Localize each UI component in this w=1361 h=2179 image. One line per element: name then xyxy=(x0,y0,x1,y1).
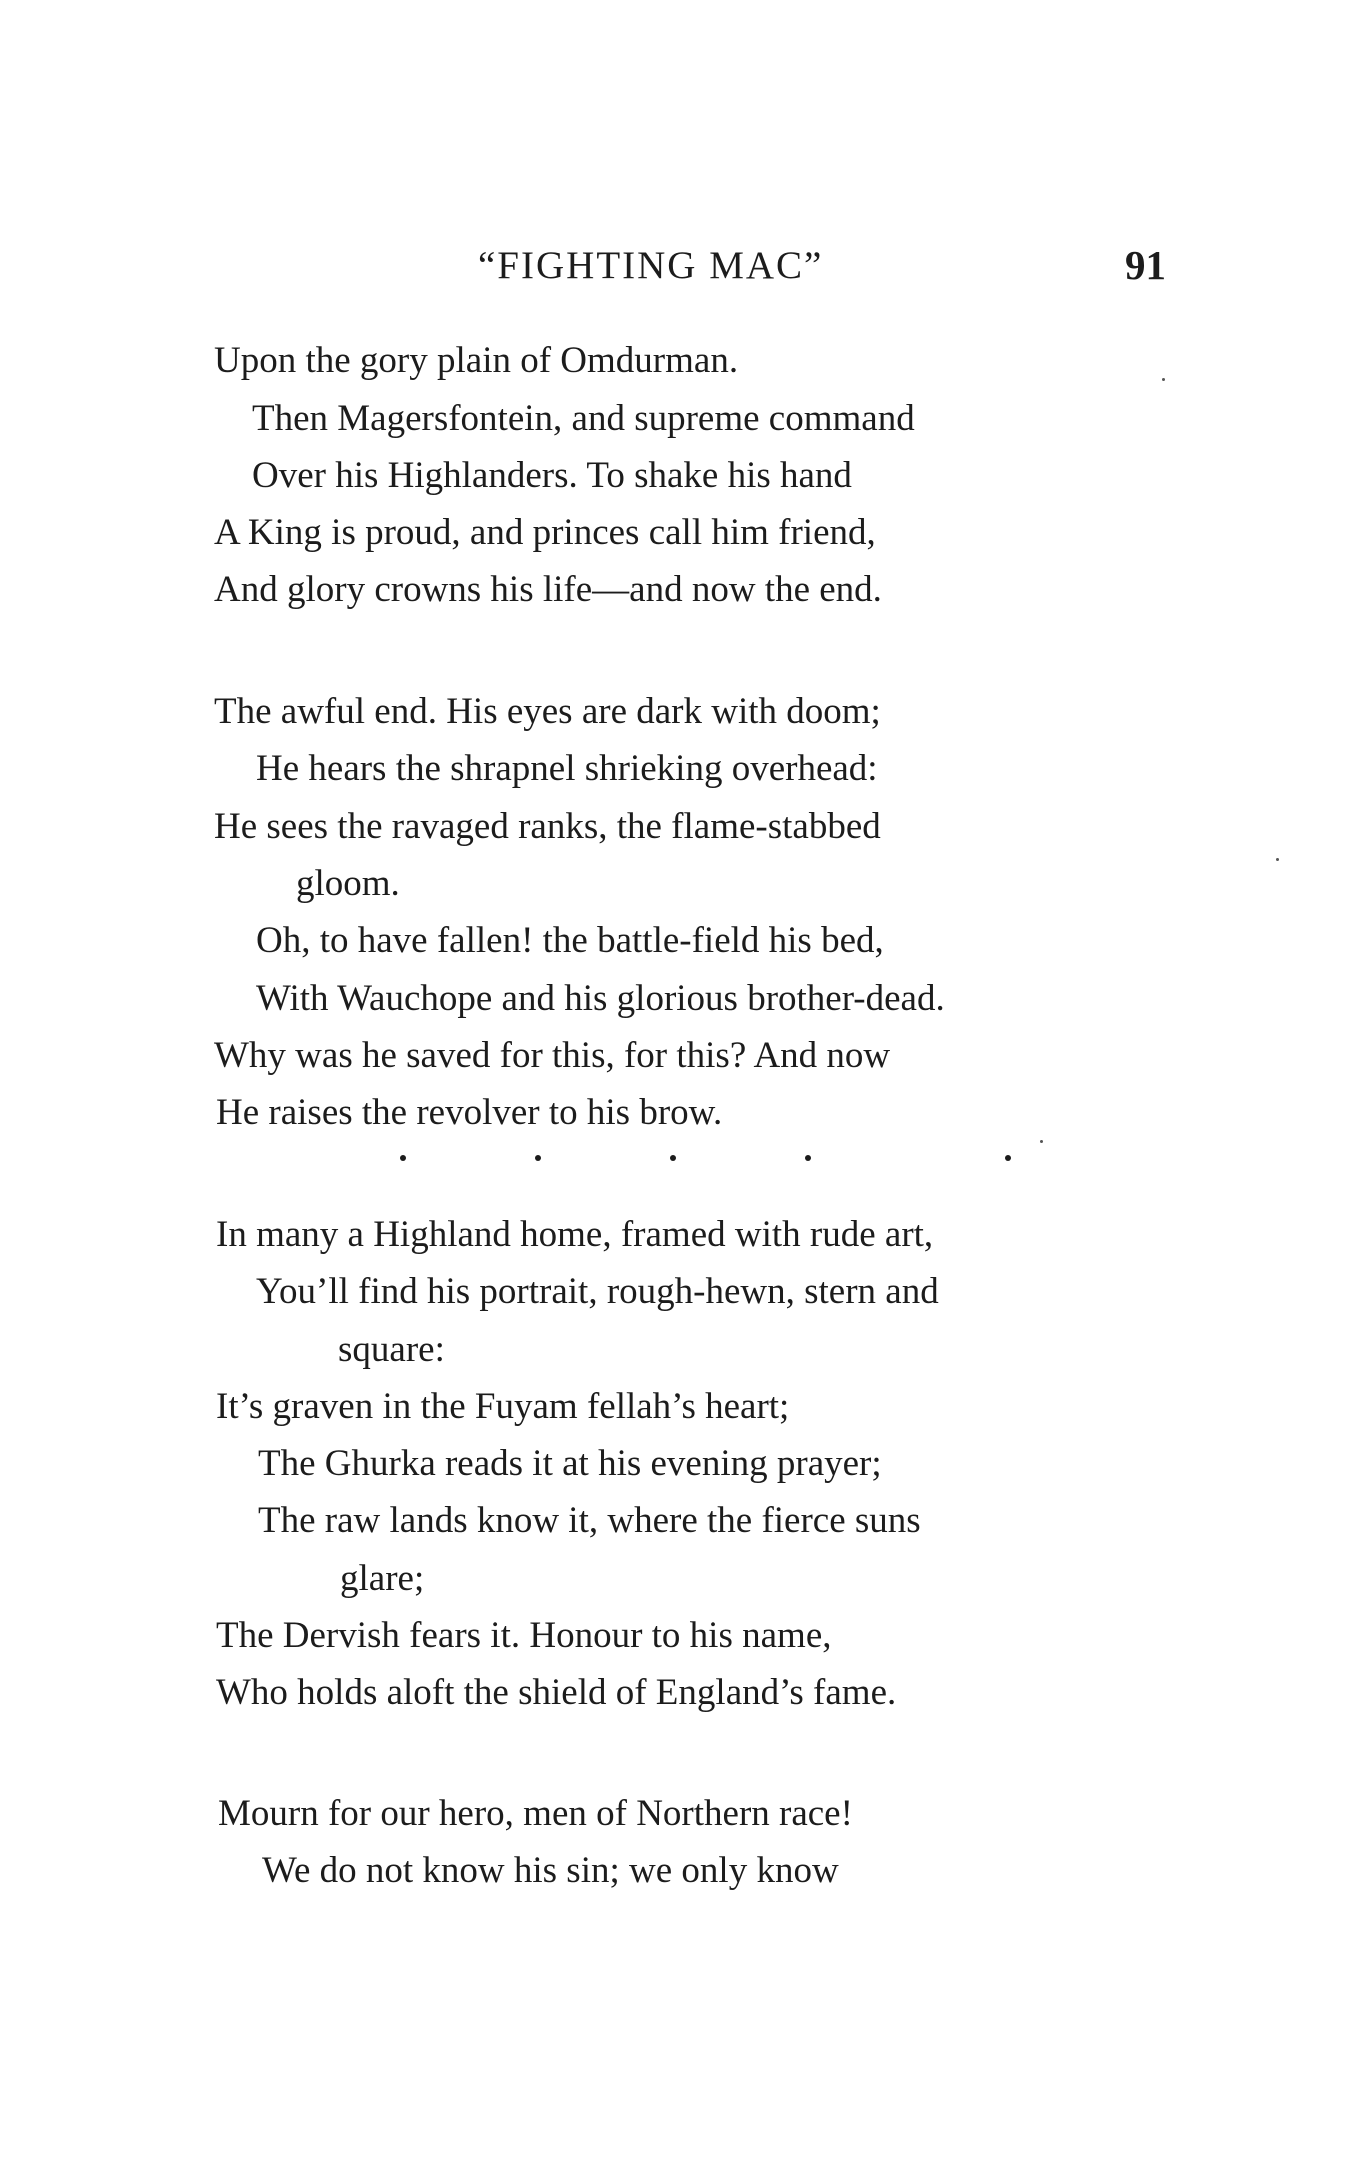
verse-line: The awful end. His eyes are dark with doom; xyxy=(214,691,881,732)
verse-line: Who holds aloft the shield of England’s fame. xyxy=(216,1672,897,1713)
verse-line: The Dervish fears it. Honour to his name, xyxy=(216,1615,832,1656)
verse-line: It’s graven in the Fuyam fellah’s heart; xyxy=(216,1386,790,1427)
verse-line: And glory crowns his life—and now the end. xyxy=(214,569,882,610)
verse-line: The Ghurka reads it at his evening prayer; xyxy=(258,1443,882,1484)
verse-line: Mourn for our hero, men of Northern race! xyxy=(218,1793,853,1834)
separator-text xyxy=(400,1155,403,1156)
verse-line: In many a Highland home, framed with rude art, xyxy=(216,1214,934,1255)
page-number: 91 xyxy=(1125,242,1166,288)
verse-line: With Wauchope and his glorious brother-dead. xyxy=(256,978,945,1019)
separator-dot xyxy=(670,1155,676,1161)
verse-line: He sees the ravaged ranks, the flame-stabbed xyxy=(214,806,881,847)
verse-line: The raw lands know it, where the fierce suns xyxy=(258,1500,921,1541)
separator-dot xyxy=(805,1155,811,1161)
scan-speck xyxy=(1276,858,1279,861)
scan-speck xyxy=(1040,1140,1043,1143)
separator-dot xyxy=(535,1155,541,1161)
verse-line: gloom. xyxy=(296,863,400,904)
verse-line: Over his Highlanders. To shake his hand xyxy=(252,455,852,496)
verse-line: glare; xyxy=(340,1558,425,1599)
running-title: “FIGHTING MAC” xyxy=(478,244,824,287)
verse-line: A King is proud, and princes call him friend, xyxy=(214,512,876,553)
verse-line: square: xyxy=(338,1329,445,1370)
separator-dot xyxy=(1005,1155,1011,1161)
page-header xyxy=(214,243,1166,303)
verse-line: Then Magersfontein, and supreme command xyxy=(252,398,915,439)
verse-line: We do not know his sin; we only know xyxy=(262,1850,839,1891)
verse-line: Why was he saved for this, for this? And now xyxy=(214,1035,891,1076)
verse-line: You’ll find his portrait, rough-hewn, stern and xyxy=(256,1271,939,1312)
scan-speck xyxy=(1162,378,1165,381)
section-separator xyxy=(400,1155,1020,1175)
verse-line: Oh, to have fallen! the battle-field his bed, xyxy=(256,920,884,961)
verse-line: He raises the revolver to his brow. xyxy=(216,1092,723,1133)
verse-line: Upon the gory plain of Omdurman. xyxy=(214,340,739,381)
verse-line: He hears the shrapnel shrieking overhead: xyxy=(256,748,878,789)
